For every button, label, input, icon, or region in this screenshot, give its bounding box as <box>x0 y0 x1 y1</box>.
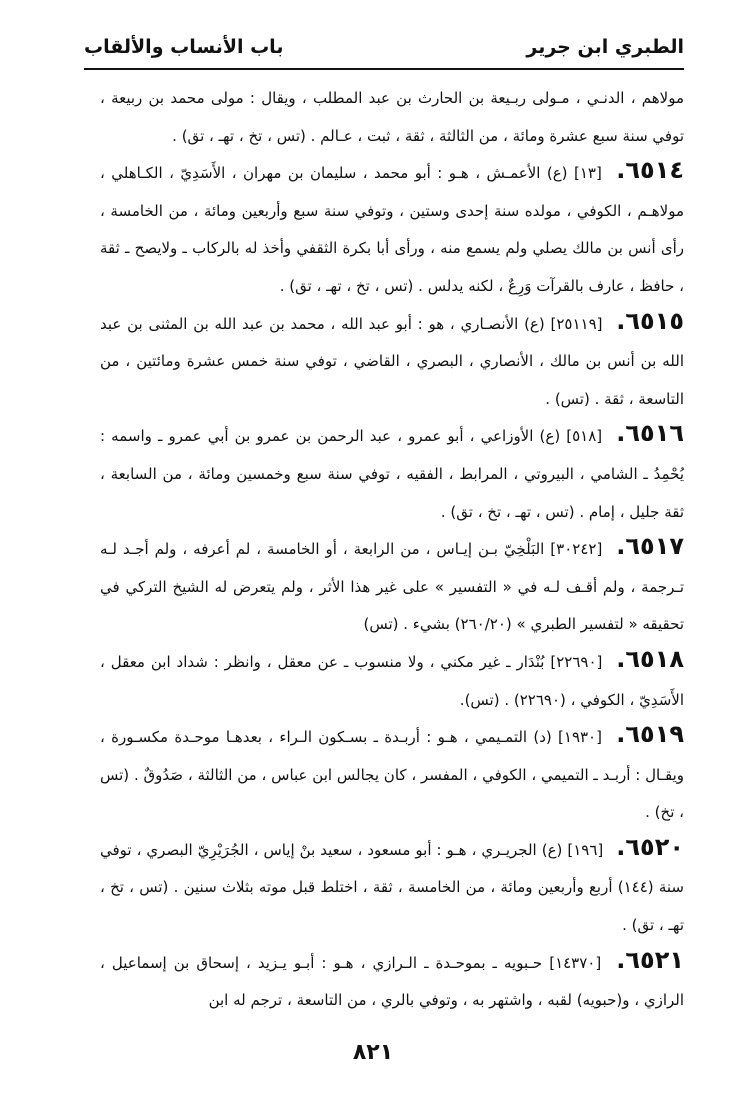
entry-number: ٦٥١٩. <box>616 720 684 749</box>
entry-6521 <box>100 945 684 1020</box>
entry-6514 <box>100 155 684 305</box>
entry-6517 <box>100 531 684 644</box>
entry-6518 <box>100 644 684 719</box>
entry-number: ٦٥١٨. <box>616 644 684 673</box>
entry-text: مولاهم ، الدنـي ، مـولى ربـيعة بن الحارث بن عبد المطلب ، ويقال : مولى محمد بن ربيعة ، توفي سنة سبع عشرة ومائة ، من الثالثة ، ثقة ، ثبت ، عـالم . (تس ، تخ ، تهـ ، تق) . <box>100 89 684 145</box>
entry-text: [١٩٣٠] (د) التمـيمي ، هـو : أربـدة ـ بسـكون الـراء ، بعدهـا موحـدة مكسـورة ، ويقـال : أربـد ـ التميمي ، الكوفي ، المفسر ، كان يجالس ابن عباس ، من الثالثة ، صَدُوقٌ . (تس ، تخ) . <box>100 728 684 822</box>
entry-6516 <box>100 418 684 531</box>
entry-text: [٢٢٦٩٠] بُنْدَار ـ غير مكني ، ولا منسوب ـ عن معقل ، وانظر : شداد ابن معقل ، الأَسَدِيّ ، الكوفي ، (٢٢٦٩٠) . (تس). <box>100 652 684 709</box>
entry-number: ٦٥١٥. <box>616 306 684 335</box>
entry-text: [٣٠٢٤٢] البَلْخِيّ بـن إيـاس ، من الرابعة ، أو الخامسة ، لم أعرفه ، ولم أجـد لـه تـرجمة ، ولم أقـف لـه في « التفسير » على غير هذا الأثر ، ولم يتعرض له الشيخ التركي في تحقيقه « لتفسير الطبري » (٢٦٠/٢٠) بشيء . (تس) <box>100 540 684 634</box>
entry-6515 <box>100 306 684 419</box>
entry-text: [١٩٦] (ع) الجريـري ، هـو : أبو مسعود ، سعيد بنْ إياس ، الجُرَيْرِيّ البصري ، توفي سنة (١٤٤) أربع وأربعين ومائة ، من الخامسة ، ثقة ، اختلط قبل موته بثلاث سنين . (تس ، تخ ، تهـ ، تق) . <box>100 840 684 935</box>
entry-text: [٢٥١١٩] (ع) الأنصـاري ، هو : أبو عبد الله ، محمد بن عبد الله بن المثنى بن عبد الله بن أنس بن مالك ، الأنصاري ، البصري ، القاضي ، توفي سنة خمس عشرة ومائتين ، من التاسعة ، ثقة . (تس) . <box>100 314 684 408</box>
entry-number: ٦٥١٦. <box>616 419 684 448</box>
entry-text: [١٤٣٧٠] حـبويه ـ بموحـدة ـ الـرازي ، هـو : أبـو يـزيد ، إسحاق بن إسماعيل ، الرازي ، و(حبويه) لقبه ، واشتهر به ، وتوفي بالري ، من التاسعة ، ترجم له ابن <box>100 953 684 1010</box>
entry-6520 <box>100 832 684 945</box>
entry-number: ٦٥٢٠. <box>616 832 684 861</box>
entry-text: [١٣] (ع) الأعمـش ، هـو : أبو محمد ، سليمان بن مهران ، الأَسَدِيّ ، الكـاهلي ، مولاهـم ، الكوفي ، مولده سنة إحدى وستين ، وتوفي سنة سبع وأربعين ومائة ، من الخامسة ، رأى أنس بن مالك يصلي ولم يسمع منه ، ورأى أبا بكرة الثقفي وأخذ له بالركاب ـ ولايصح ـ ثقة ، حافظ ، عارف بالقرآت وَرِعٌ ، لكنه يدلس . (تس ، تخ ، تهـ ، تق) . <box>100 164 684 295</box>
page-header <box>84 32 684 62</box>
entry-number: ٦٥١٤. <box>616 156 684 185</box>
entry-number: ٦٥٢١. <box>616 945 684 974</box>
header-book-title: الطبري ابن جرير <box>526 36 684 58</box>
entry-6519 <box>100 719 684 832</box>
header-rule <box>84 68 684 70</box>
entry-number: ٦٥١٧. <box>616 532 684 561</box>
entry-continuation <box>100 80 684 155</box>
entry-list <box>100 80 684 1020</box>
page-number: ٨٢١ <box>352 1040 394 1065</box>
entry-text: [٥١٨] (ع) الأوزاعي ، أبو عمرو ، عبد الرحمن بن عمرو بن أبي عمرو ـ واسمه : يُحْمِدُ ـ الشامي ، البيروتي ، المرابط ، الفقيه ، توفي سنة سبع وخمسين ومائة ، من السابعة ، ثقة جليل ، إمام . (تس ، تهـ ، تخ ، تق) . <box>100 427 684 521</box>
header-chapter-title: باب الأنساب والألقاب <box>84 36 284 58</box>
